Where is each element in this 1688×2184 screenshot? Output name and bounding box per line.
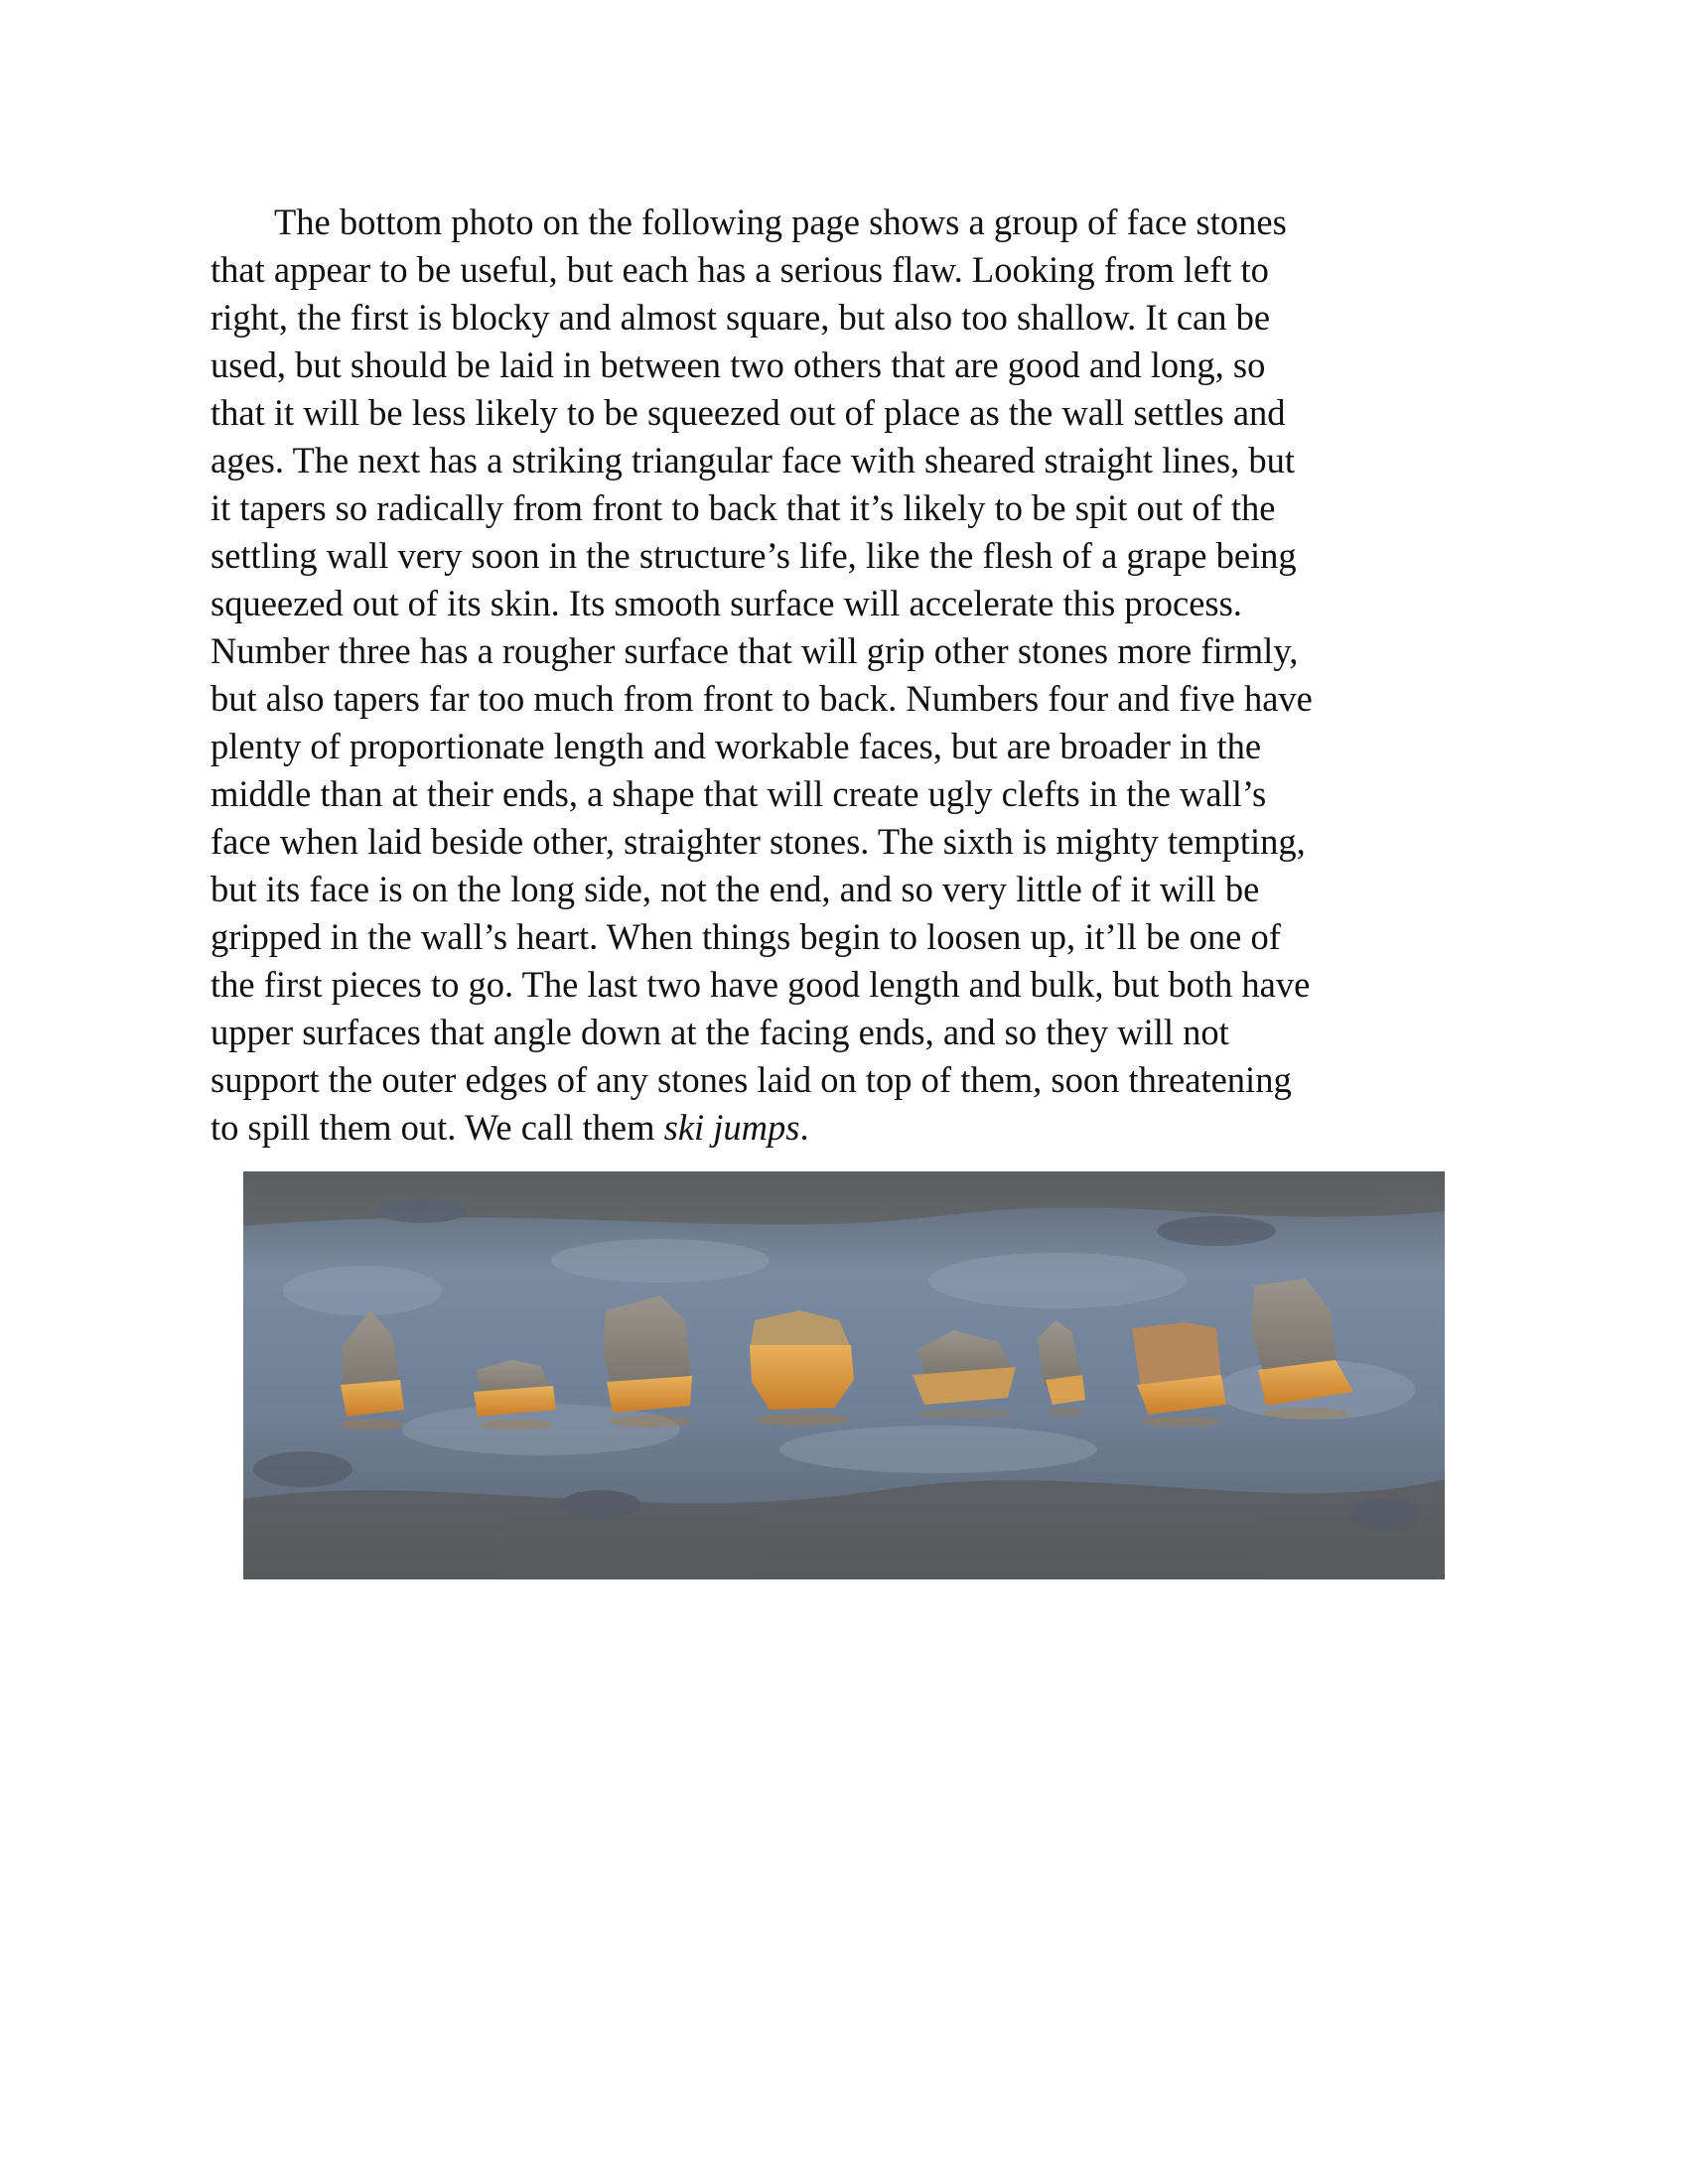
text-line: gripped in the wall’s heart. When things begin to loosen up, it’ll be one of [211, 916, 1281, 957]
text-line: used, but should be laid in between two others that are good and long, so [211, 344, 1266, 385]
text-line: middle than at their ends, a shape that will create ugly clefts in the wall’s [211, 773, 1267, 814]
text-line: right, the first is blocky and almost square, but also too shallow. It can be [211, 297, 1271, 338]
text-line: ages. The next has a striking triangular face with sheared straight lines, but [211, 440, 1295, 480]
text-line: but also tapers far too much from front to back. Numbers four and five have [211, 678, 1313, 719]
text-line: but its face is on the long side, not the end, and so very little of it will be [211, 869, 1260, 909]
text-line: the first pieces to go. The last two have good length and bulk, but both have [211, 964, 1311, 1005]
text-line: it tapers so radically from front to back that it’s likely to be spit out of the [211, 487, 1276, 528]
text-line: Number three has a rougher surface that will grip other stones more firmly, [211, 630, 1299, 671]
ski-jumps-term: ski jumps [663, 1107, 800, 1148]
text-line: settling wall very soon in the structure’s life, like the flesh of a grape being [211, 535, 1297, 576]
text-line: face when laid beside other, straighter stones. The sixth is mighty tempting, [211, 821, 1306, 862]
last-line-suffix: . [799, 1107, 809, 1148]
text-line: squeezed out of its skin. Its smooth surface will accelerate this process. [211, 583, 1242, 623]
text-line: upper surfaces that angle down at the facing ends, and so they will not [211, 1012, 1229, 1052]
text-line: that it will be less likely to be squeezed out of place as the wall settles and [211, 392, 1286, 433]
stone-7 [1132, 1322, 1226, 1415]
face-stones-photo [243, 1171, 1445, 1579]
text-line: The bottom photo on the following page shows a group of face stones [274, 202, 1287, 242]
last-line-prefix: to spill them out. We call them [211, 1107, 664, 1148]
text-line: that appear to be useful, but each has a serious flaw. Looking from left to [211, 249, 1269, 290]
body-paragraph [211, 199, 1491, 1152]
text-line-last [211, 1104, 1491, 1152]
text-line: support the outer edges of any stones laid on top of them, soon threatening [211, 1059, 1292, 1100]
stone-4 [750, 1310, 854, 1410]
text-line: plenty of proportionate length and workable faces, but are broader in the [211, 726, 1262, 766]
